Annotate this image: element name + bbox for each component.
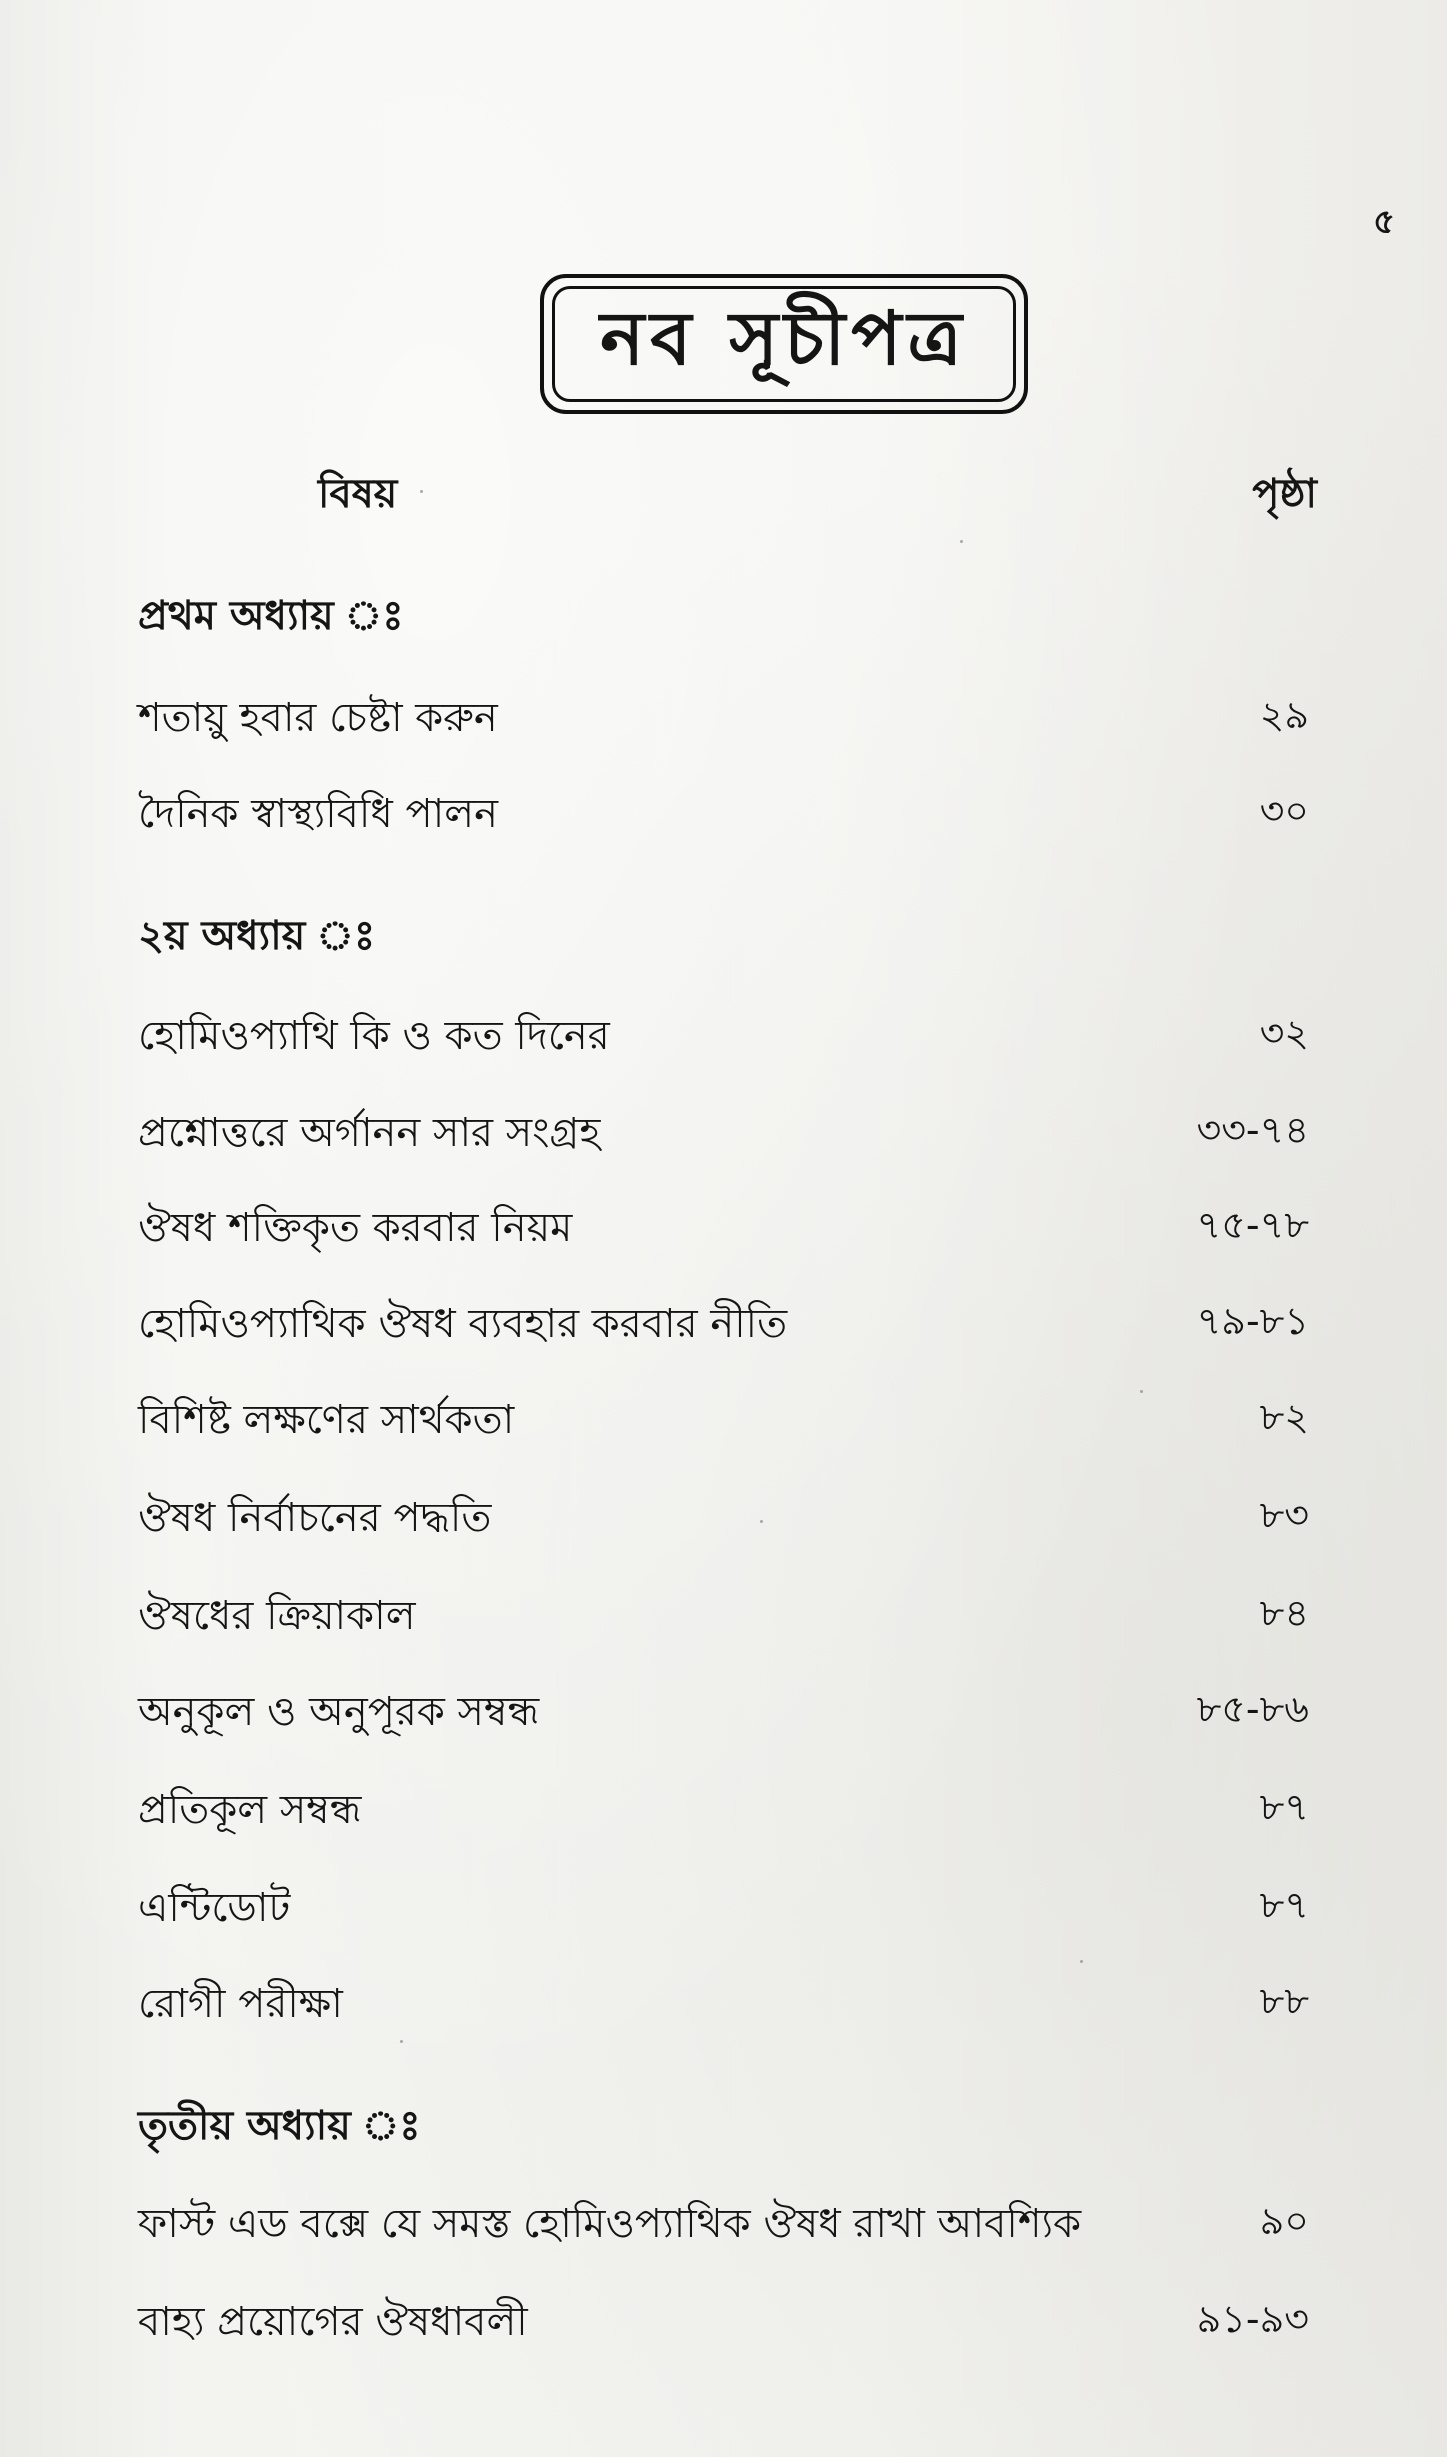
toc-entry-title: বাহ্য প্রয়োগের ঔষধাবলী bbox=[138, 2299, 528, 2345]
toc-entry-page: ৭৫-৭৮ bbox=[1196, 1203, 1309, 1247]
toc-entry-title: দৈনিক স্বাস্থ্যবিধি পালন bbox=[138, 791, 498, 837]
toc-entry bbox=[138, 1004, 1309, 1060]
paper-speck bbox=[420, 490, 423, 493]
toc-entry-page: ৯০ bbox=[1259, 2199, 1309, 2243]
paper-speck bbox=[760, 1520, 763, 1523]
toc-entry-page: ৮৩ bbox=[1259, 1493, 1309, 1537]
toc-entry-title: ঔষধের ক্রিয়াকাল bbox=[138, 1593, 416, 1639]
toc-entry-title: অনুকূল ও অনুপূরক সম্বন্ধ bbox=[138, 1689, 540, 1735]
toc-entry bbox=[138, 1972, 1309, 2028]
section-heading-1: প্রথম অধ্যায় ঃ bbox=[138, 593, 404, 639]
toc-entry-title: ফাস্ট এড বক্সে যে সমস্ত হোমিওপ্যাথিক ঔষধ রাখা আবশ্যিক bbox=[138, 2201, 1082, 2247]
toc-entry bbox=[138, 1876, 1309, 1932]
toc-entry-title: ঔষধ নির্বাচনের পদ্ধতি bbox=[138, 1495, 492, 1541]
toc-entry-page: ৭৯-৮১ bbox=[1196, 1299, 1309, 1343]
toc-entry-page: ৮৮ bbox=[1259, 1979, 1309, 2023]
toc-entry-title: প্রশ্নোত্তরে অর্গানন সার সংগ্রহ bbox=[138, 1110, 601, 1156]
toc-entry-page: ৩২ bbox=[1259, 1011, 1309, 1055]
toc-entry bbox=[138, 1486, 1309, 1542]
toc-entry bbox=[138, 782, 1309, 838]
paper-speck bbox=[1080, 1960, 1083, 1963]
toc-entry bbox=[138, 1584, 1309, 1640]
section-heading-2: ২য় অধ্যায় ঃ bbox=[138, 913, 376, 959]
toc-entry bbox=[138, 2192, 1309, 2248]
toc-entry-title: ঔষধ শক্তিকৃত করবার নিয়ম bbox=[138, 1205, 573, 1251]
toc-entry bbox=[138, 1196, 1309, 1252]
toc-entry bbox=[138, 1680, 1309, 1736]
toc-entry-page: ৮৫-৮৬ bbox=[1196, 1687, 1309, 1731]
toc-entry-page: ৯১-৯৩ bbox=[1196, 2297, 1309, 2341]
toc-entry bbox=[138, 1292, 1309, 1348]
paper-speck bbox=[400, 2040, 403, 2043]
toc-entry bbox=[138, 1101, 1309, 1157]
toc-entry-title: এন্টিডোট bbox=[138, 1885, 291, 1931]
toc-entry bbox=[138, 1388, 1309, 1444]
toc-entry-title: হোমিওপ্যাথি কি ও কত দিনের bbox=[138, 1013, 610, 1059]
subject-column-header: বিষয় bbox=[318, 471, 398, 517]
toc-entry-title: শতায়ু হবার চেষ্টা করুন bbox=[138, 695, 498, 741]
toc-entry-page: ৩৩-৭৪ bbox=[1196, 1108, 1309, 1152]
toc-entry-page: ৮৭ bbox=[1259, 1785, 1309, 1829]
toc-entry-title: প্রতিকূল সম্বন্ধ bbox=[138, 1787, 362, 1833]
toc-entry-page: ৮৭ bbox=[1259, 1883, 1309, 1927]
toc-entry bbox=[138, 2290, 1309, 2346]
toc-entry-title: বিশিষ্ট লক্ষণের সার্থকতা bbox=[138, 1397, 515, 1443]
toc-entry bbox=[138, 686, 1309, 742]
page-title: নব সূচীপত্র bbox=[552, 286, 1016, 402]
page-number: ৫ bbox=[1372, 202, 1395, 242]
toc-entry-title: রোগী পরীক্ষা bbox=[138, 1981, 343, 2027]
toc-entry-page: ৩০ bbox=[1259, 789, 1309, 833]
paper-speck bbox=[960, 540, 963, 543]
toc-entry-page: ২৯ bbox=[1259, 693, 1309, 737]
toc-entry bbox=[138, 1778, 1309, 1834]
section-heading-3: তৃতীয় অধ্যায় ঃ bbox=[138, 2103, 421, 2149]
toc-entry-title: হোমিওপ্যাথিক ঔষধ ব্যবহার করবার নীতি bbox=[138, 1301, 788, 1347]
toc-entry-page: ৮৪ bbox=[1259, 1591, 1309, 1635]
title-frame bbox=[540, 274, 1028, 414]
paper-speck bbox=[1140, 1390, 1143, 1393]
page-column-header: পৃষ্ঠা bbox=[1252, 471, 1317, 517]
toc-entry-page: ৮২ bbox=[1259, 1395, 1309, 1439]
